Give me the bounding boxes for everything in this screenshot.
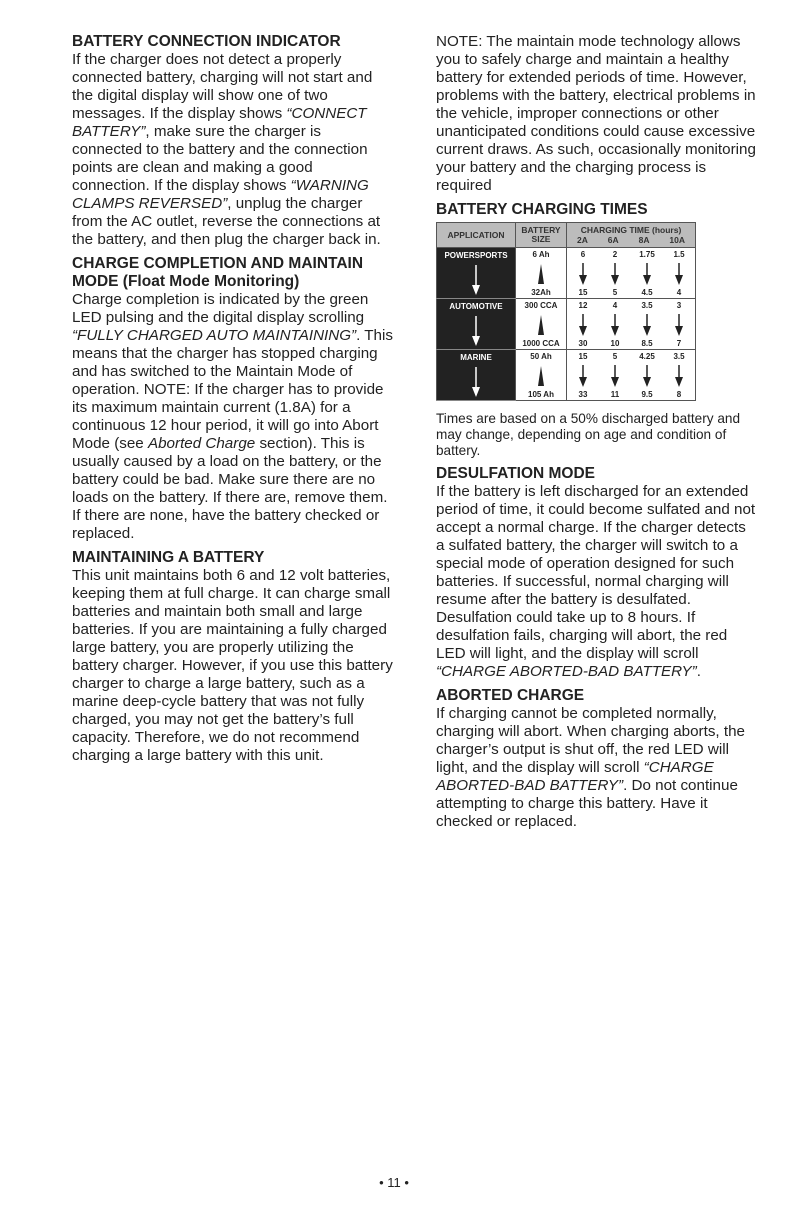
application-cell [437,299,516,350]
battery-size-cell [516,248,567,299]
increasing-size-icon [536,264,546,284]
battery-size-cell [516,299,567,350]
section-body: This unit maintains both 6 and 12 volt batteries, keeping them at full charge. It can charge small batteries and maintain both small and large batteries. If you are maintaining a fully charged large battery, you are properly utilizing the battery charger. However, if you use this battery charger to charge a large battery, such as a marine deep-cycle battery that was not fully charged, you may not get the battery’s full capacity. Therefore, we do not recommend charging a large battery with this unit. [72,567,393,764]
down-arrow-icon [642,263,652,285]
charging-times-body [437,248,696,401]
maintain-note [436,33,756,195]
table-note [436,411,756,459]
amp-header: 6A [607,234,619,245]
down-arrow-icon [470,367,482,397]
application-cell [437,350,516,401]
down-arrow-icon [610,263,620,285]
table-note-text: Times are based on a 50% discharged battery and may change, depending on age and condition of battery. [436,411,741,458]
size-max: 1000 CCA [522,339,560,348]
section-maintaining-battery [72,549,394,765]
section-desulfation-mode [436,465,756,681]
down-arrow-icon [578,314,588,336]
down-arrow-icon [642,365,652,387]
down-arrow-icon [470,316,482,346]
time-column [599,248,631,298]
time-min: 4.25 [639,352,655,361]
down-arrow-icon [470,265,482,295]
section-heading: DESULFATION MODE [436,465,596,482]
table-row [437,248,696,299]
time-column [631,350,663,400]
amp-header: 10A [669,234,685,245]
table-row [437,299,696,350]
time-column [599,299,631,349]
down-arrow-icon [578,365,588,387]
section-battery-connection-indicator [72,33,394,249]
section-aborted-charge [436,687,756,831]
time-max: 9.5 [641,390,653,399]
left-column [72,33,394,771]
time-min: 12 [578,301,588,310]
down-arrow-icon [674,365,684,387]
time-max: 8 [676,390,682,399]
time-min: 3.5 [673,352,685,361]
section-heading: BATTERY CONNECTION INDICATOR [72,33,341,50]
time-min: 2 [612,250,618,259]
application-label: MARINE [460,353,492,362]
time-min: 3.5 [641,301,653,310]
section-heading: ABORTED CHARGE [436,687,585,704]
size-min: 50 Ah [530,352,552,361]
time-max: 4.5 [641,288,653,297]
page-number: • 11 • [379,1175,409,1190]
time-column [567,350,599,400]
size-min: 300 CCA [524,301,558,310]
time-max: 4 [676,288,682,297]
amp-header: 2A [576,234,588,245]
section-heading: MAINTAINING A BATTERY [72,549,265,566]
down-arrow-icon [674,263,684,285]
time-min: 3 [676,301,682,310]
time-column [599,350,631,400]
time-column [663,299,695,349]
time-min: 4 [612,301,618,310]
size-min: 6 Ah [532,250,550,259]
header-charging-time [567,223,696,248]
time-max: 10 [610,339,620,348]
time-max: 5 [612,288,618,297]
time-max: 33 [578,390,588,399]
header-battery-size: BATTERY SIZE [516,223,567,248]
increasing-size-icon [536,315,546,335]
application-label: POWERSPORTS [444,251,508,260]
table-row [437,350,696,401]
charging-times-heading: BATTERY CHARGING TIMES [436,201,648,218]
section-body: If charging cannot be completed normally, charging will abort. When charging aborts, the charger’s output is shut off, the red LED will light, and the display will scroll “CHARGE ABORTED-BAD BATTERY”. Do not continue attempting to charge this battery. Have it checked or replaced. [436,705,745,830]
time-min: 1.75 [639,250,655,259]
size-max: 105 Ah [528,390,554,399]
time-column [567,299,599,349]
time-max: 8.5 [641,339,653,348]
time-min: 6 [580,250,586,259]
time-max: 7 [676,339,682,348]
application-label: AUTOMOTIVE [449,302,503,311]
amp-header-row [567,236,695,245]
battery-size-cell [516,350,567,401]
time-column [631,299,663,349]
down-arrow-icon [610,365,620,387]
charging-time-label: CHARGING TIME [580,224,650,235]
section-heading: CHARGE COMPLETION AND MAINTAIN MODE (Float Mode Monitoring) [72,255,364,290]
time-column [663,350,695,400]
time-max: 15 [578,288,588,297]
time-min: 15 [578,352,588,361]
time-column [663,248,695,298]
time-min: 5 [612,352,618,361]
charging-times-table-wrap [436,222,756,401]
down-arrow-icon [642,314,652,336]
increasing-size-icon [536,366,546,386]
charging-times-table [436,222,696,401]
amp-header: 8A [638,234,650,245]
section-body: If the battery is left discharged for an extended period of time, it could become sulfated and not accept a normal charge. If the charger detects a sulfated battery, the charger will switch to a special mode of operation designed for such batteries. If successful, normal charging will resume after the battery is desulfated. Desulfation could take up to 8 hours. If desulfation fails, charging will abort, the red LED will light, and the display will scroll “CHARGE ABORTED-BAD BATTERY”. [436,483,756,680]
section-charge-completion [72,255,394,543]
section-body: If the charger does not detect a properly connected battery, charging will not start and the digital display will show one of two messages. If the display shows “CONNECT BATTERY”, make sure the charger is connected to the battery and the connection points are clean and making a good connection. If the display shows “WARNING CLAMPS REVERSED”, unplug the charger from the AC outlet, reverse the connections at the battery, and then plug the charger back in. [72,51,381,248]
time-column [567,248,599,298]
section-body: Charge completion is indicated by the green LED pulsing and the digital display scrolling “FULLY CHARGED AUTO MAINTAINING”. This means that the charger has stopped charging and has switched to the Maintain Mode of operation. NOTE: If the charger has to provide its maximum maintain current (1.8A) for a continuous 12 hour period, it will go into Abort Mode (see Aborted Charge section). This is usually caused by a load on the battery, or the battery could be bad. Make sure there are no loads on the battery. If there are, remove them. If there are none, have the battery checked or replaced. [72,291,393,542]
time-max: 30 [578,339,588,348]
down-arrow-icon [578,263,588,285]
hours-label: (hours) [652,224,682,235]
header-application: APPLICATION [437,223,516,248]
right-column [436,33,756,837]
down-arrow-icon [610,314,620,336]
time-column [631,248,663,298]
charging-times-cell [567,350,696,401]
charging-times-cell [567,248,696,299]
down-arrow-icon [674,314,684,336]
size-max: 32Ah [531,288,551,297]
charging-times-cell [567,299,696,350]
note-text: NOTE: The maintain mode technology allows you to safely charge and maintain a healthy battery for extended periods of time. However, problems with the battery, electrical problems in the vehicle, improper connections or other unanticipated conditions could cause excessive current draws. As such, occasionally monitoring your battery and the charging process is required [436,33,756,194]
time-min: 1.5 [673,250,685,259]
application-cell [437,248,516,299]
time-max: 11 [610,390,620,399]
